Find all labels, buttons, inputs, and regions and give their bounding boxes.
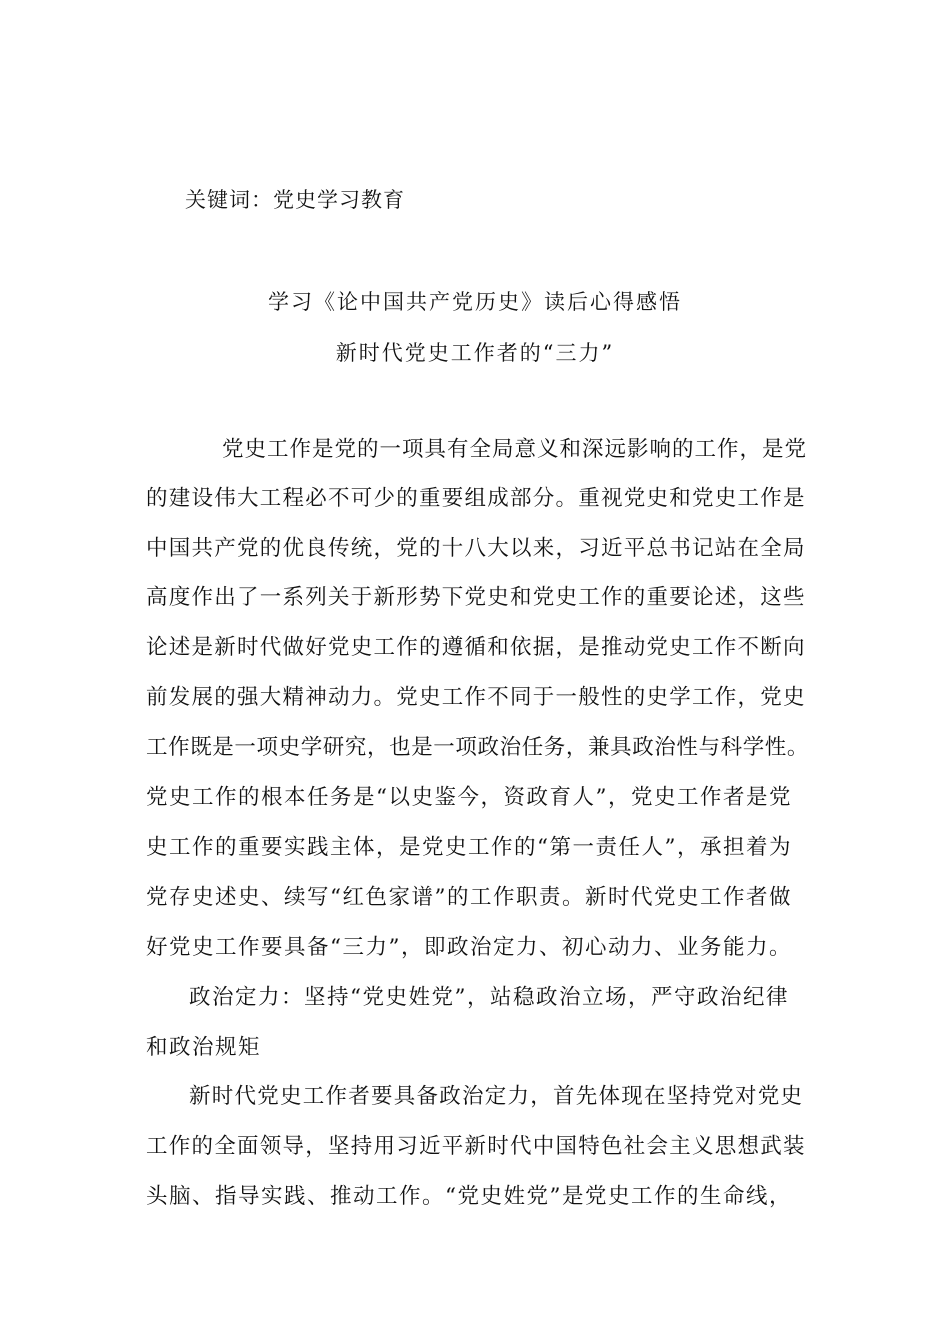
body-line: 中国共产党的优良传统，党的十八大以来，习近平总书记站在全局 xyxy=(146,536,806,561)
body-line: 党史工作是党的一项具有全局意义和深远影响的工作，是党 xyxy=(222,437,808,462)
body-line: 史工作的重要实践主体，是党史工作的“第一责任人”，承担着为 xyxy=(146,835,792,860)
body-line: 工作的全面领导，坚持用习近平新时代中国特色社会主义思想武装 xyxy=(146,1134,806,1159)
body-line: 头脑、指导实践、推动工作。“党史姓党”是党史工作的生命线， xyxy=(146,1184,792,1209)
section-heading-line: 政治定力：坚持“党史姓党”，站稳政治立场，严守政治纪律 xyxy=(189,985,789,1010)
body-line: 新时代党史工作者要具备政治定力，首先体现在坚持党对党史 xyxy=(189,1084,804,1109)
body-line: 论述是新时代做好党史工作的遵循和依据，是推动党史工作不断向 xyxy=(146,635,806,660)
document-title: 学习《论中国共产党历史》读后心得感悟 xyxy=(268,290,682,314)
body-line: 工作既是一项史学研究，也是一项政治任务，兼具政治性与科学性。 xyxy=(146,735,810,760)
body-line: 党存史述史、续写“红色家谱”的工作职责。新时代党史工作者做 xyxy=(146,885,792,910)
body-line: 高度作出了一系列关于新形势下党史和党史工作的重要论述，这些 xyxy=(146,585,806,610)
body-line: 前发展的强大精神动力。党史工作不同于一般性的史学工作，党史 xyxy=(146,685,806,710)
keywords-line: 关键词：党史学习教育 xyxy=(185,188,405,212)
body-line: 的建设伟大工程必不可少的重要组成部分。重视党史和党史工作是 xyxy=(146,486,806,511)
section-heading-line: 和政治规矩 xyxy=(146,1035,262,1060)
document-subtitle: 新时代党史工作者的“三力” xyxy=(335,341,615,365)
body-line: 好党史工作要具备“三力”，即政治定力、初心动力、业务能力。 xyxy=(146,935,792,960)
body-line: 党史工作的根本任务是“以史鉴今，资政育人”，党史工作者是党 xyxy=(146,785,792,810)
